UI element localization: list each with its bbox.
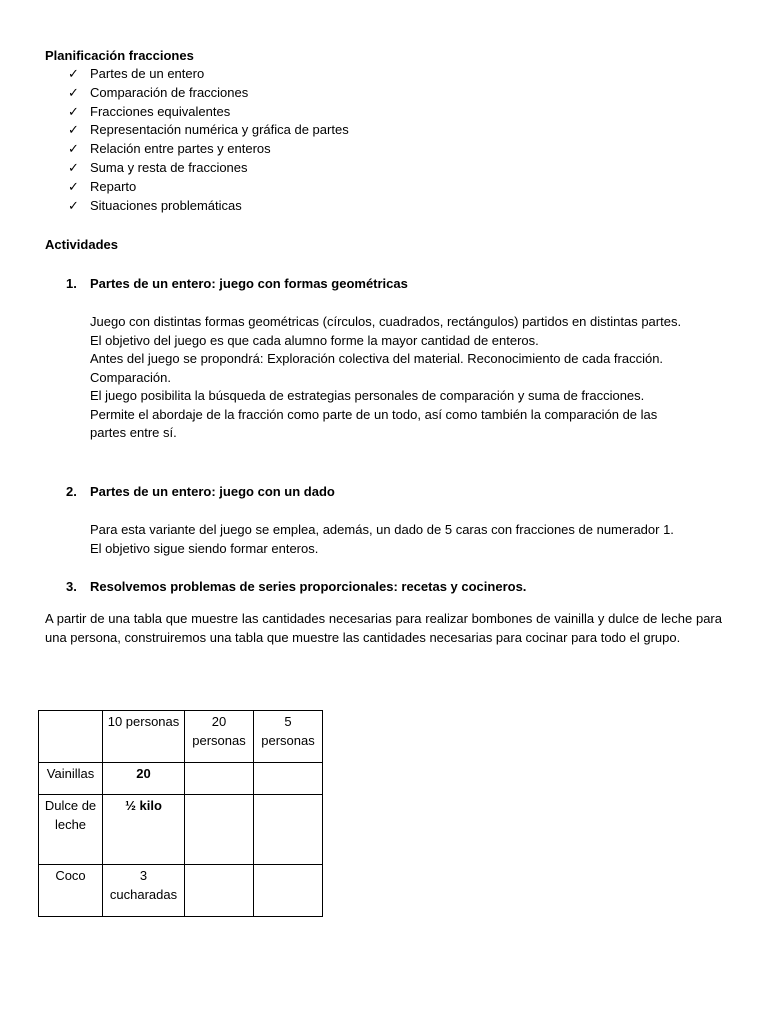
activity-1-heading: Partes de un entero: juego con formas geométricas: [90, 276, 408, 291]
checklist-item: ✓ Relación entre partes y enteros: [45, 140, 349, 159]
table-cell: ½ kilo: [103, 795, 185, 865]
body-line: El objetivo del juego es que cada alumno forme la mayor cantidad de enteros.: [90, 332, 539, 348]
body-line: Permite el abordaje de la fracción como parte de un todo, así como también la comparación de las: [90, 406, 658, 422]
checklist-item: ✓ Partes de un entero: [45, 65, 349, 84]
activity-1-body: [90, 313, 730, 443]
activity-3-paragraph: A partir de una tabla que muestre las cantidades necesarias para realizar bombones de vainilla y dulce de leche para una persona, construiremos una tabla que muestre las cantidades necesarias para cocinar para todo el grupo.: [45, 611, 722, 645]
check-icon: ✓: [68, 66, 79, 81]
checklist-item: ✓ Suma y resta de fracciones: [45, 159, 349, 178]
body-line: Juego con distintas formas geométricas (círculos, cuadrados, rectángulos) partidos en distintas partes.: [90, 314, 682, 329]
activities-title: Actividades: [45, 237, 118, 252]
table-cell: 3 cucharadas: [103, 865, 185, 917]
table-cell: 10 personas: [103, 711, 185, 763]
body-line: El objetivo sigue siendo formar enteros.: [90, 540, 319, 556]
table-row: [39, 763, 323, 795]
table-cell: Vainillas: [39, 763, 103, 795]
body-line: El juego posibilita la búsqueda de estrategias personales de comparación y suma de fracciones.: [90, 388, 645, 403]
table-cell: [39, 711, 103, 763]
recipe-table: [38, 710, 323, 917]
check-icon: ✓: [68, 159, 79, 175]
table-header-row: [39, 711, 323, 763]
activity-2-body: [90, 521, 730, 558]
checklist-item: ✓ Fracciones equivalentes: [45, 103, 349, 122]
table-cell: 20: [103, 763, 185, 795]
table-cell: [254, 865, 323, 917]
table-row: [39, 865, 323, 917]
table-cell: 5 personas: [254, 711, 323, 763]
plan-title: Planificación fracciones: [45, 48, 194, 63]
check-icon: ✓: [68, 197, 79, 213]
checklist-item: ✓ Representación numérica y gráfica de partes: [45, 121, 349, 140]
check-icon: ✓: [68, 103, 79, 119]
check-icon: ✓: [68, 141, 79, 157]
body-line: partes entre sí.: [90, 425, 177, 440]
checklist-item: ✓ Reparto: [45, 178, 349, 197]
table-row: [39, 795, 323, 865]
activity-2-heading: Partes de un entero: juego con un dado: [90, 484, 335, 499]
activity-3-number: 3.: [66, 579, 77, 594]
checklist-item: ✓ Situaciones problemáticas: [45, 197, 349, 216]
activity-1-number: 1.: [66, 276, 77, 291]
table-cell: [185, 795, 254, 865]
table-cell: [185, 865, 254, 917]
table-cell: 20 personas: [185, 711, 254, 763]
table-cell: [254, 763, 323, 795]
check-icon: ✓: [68, 122, 79, 138]
plan-checklist: [45, 65, 349, 215]
table-cell: [254, 795, 323, 865]
body-line: Antes del juego se propondrá: Exploración colectiva del material. Reconocimiento de cada fracción.: [90, 351, 664, 366]
activity-3-heading: Resolvemos problemas de series proporcionales: recetas y cocineros.: [90, 579, 527, 594]
check-icon: ✓: [68, 178, 79, 194]
table-cell: Dulce de leche: [39, 795, 103, 865]
table-cell: Coco: [39, 865, 103, 917]
check-icon: ✓: [68, 84, 79, 100]
table-cell: [185, 763, 254, 795]
checklist-item: ✓ Comparación de fracciones: [45, 84, 349, 103]
body-line: Para esta variante del juego se emplea, además, un dado de 5 caras con fracciones de numerador 1.: [90, 522, 674, 537]
body-line: Comparación.: [90, 369, 171, 385]
activity-2-number: 2.: [66, 484, 77, 499]
